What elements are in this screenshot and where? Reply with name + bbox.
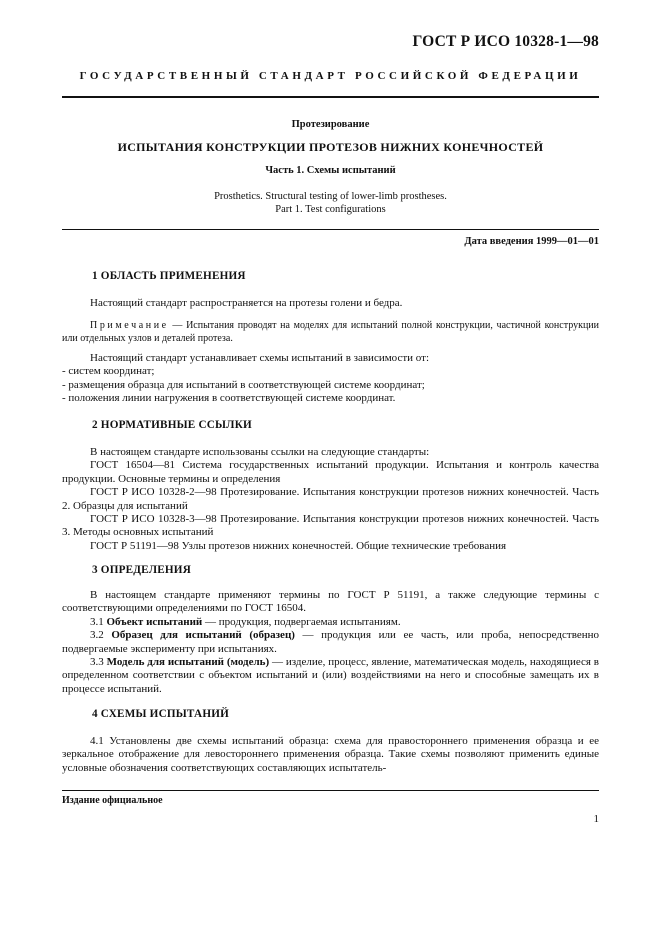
title-rule: [62, 229, 599, 230]
definition-number: 3.3: [90, 656, 107, 669]
title-english-line2: Part 1. Test configurations: [275, 204, 386, 215]
page-number: 1: [593, 813, 599, 825]
section-4-heading: 4 СХЕМЫ ИСПЫТАНИЙ: [92, 708, 230, 720]
list-item: - размещения образца для испытаний в соответствующей системе координат;: [62, 378, 425, 391]
definition-number: 3.1: [90, 615, 107, 628]
definition-text: — продукция или ее часть, или проба, непосредственно подвергаемые эксперименту при испытаниях.: [62, 629, 599, 655]
scope-paragraph-2: Настоящий стандарт устанавливает схемы испытаний в зависимости от:: [90, 352, 429, 364]
title-english-line1: Prosthetics. Structural testing of lower-limb prostheses.: [214, 191, 447, 202]
note-label: Примечание: [90, 320, 169, 331]
section-2-body: [62, 446, 599, 553]
definition-term: Модель для испытаний (модель): [106, 656, 270, 669]
definition-term: Объект испытаний: [106, 615, 203, 628]
definition-number: 3.2: [90, 629, 112, 642]
section-1-list: [62, 352, 599, 406]
official-edition-label: Издание официальное: [62, 795, 163, 806]
list-item: - систем координат;: [62, 365, 155, 378]
section-3-heading: 3 ОПРЕДЕЛЕНИЯ: [92, 564, 191, 576]
note-text: — Испытания проводят на моделях для испытаний полной конструкции, частичной конструкции или отдельных узлов и деталей протеза.: [62, 320, 599, 344]
reference-item: ГОСТ 16504—81 Система государственных испытаний продукции. Испытания и контроль качества продукции. Основные термины и определения: [62, 459, 599, 485]
list-item: - положения линии нагружения в соответствующей системе координат.: [62, 392, 396, 405]
title-part: Часть 1. Схемы испытаний: [265, 165, 396, 176]
section-1-note: [62, 320, 599, 345]
introduction-date: Дата введения 1999—01—01: [464, 236, 599, 247]
title-category: Протезирование: [291, 119, 370, 130]
references-intro: В настоящем стандарте использованы ссылки на следующие стандарты:: [90, 446, 430, 458]
definition-item: [62, 616, 599, 629]
title-english: [62, 190, 599, 216]
section-3-body: [62, 589, 599, 696]
header-rule: [62, 96, 599, 98]
scope-paragraph: Настоящий стандарт распространяется на протезы голени и бедра.: [90, 297, 403, 309]
definition-item: [62, 629, 599, 656]
test-configurations-paragraph: 4.1 Установлены две схемы испытаний образца: схема для правостороннего применения образца и ее зеркальное отображение для левостороннего применения образца. Такие схемы позволяют применить единые условные обозначения соответствующих составляющих испытатель-: [62, 735, 599, 774]
definition-text: — продукция, подвергаемая испытаниям.: [202, 615, 401, 628]
section-4-body: [62, 735, 599, 775]
reference-item: ГОСТ Р ИСО 10328-2—98 Протезирование. Испытания конструкции протезов нижних конечностей. Часть 2. Образцы для испытаний: [62, 486, 599, 512]
section-1-heading: 1 ОБЛАСТЬ ПРИМЕНЕНИЯ: [92, 270, 246, 282]
definitions-intro: В настоящем стандарте применяют термины по ГОСТ Р 51191, а также следующие термины с соответствующими определениями по ГОСТ 16504.: [62, 589, 599, 615]
footer-rule: [62, 790, 599, 791]
reference-item: ГОСТ Р 51191—98 Узлы протезов нижних конечностей. Общие технические требования: [90, 539, 507, 552]
definition-text: — изделие, процесс, явление, математическая модель, находящиеся в определенном соответствии с объектом испытаний и (или) воздействиями на него и способные замещать их в процессе испытаний.: [62, 656, 599, 695]
section-1-p1: [62, 297, 599, 310]
reference-item: ГОСТ Р ИСО 10328-3—98 Протезирование. Испытания конструкции протезов нижних конечностей. Часть 3. Методы основных испытаний: [62, 513, 599, 539]
state-standard-banner: ГОСУДАРСТВЕННЫЙ СТАНДАРТ РОССИЙСКОЙ ФЕДЕРАЦИИ: [79, 70, 582, 82]
title-main: ИСПЫТАНИЯ КОНСТРУКЦИИ ПРОТЕЗОВ НИЖНИХ КОНЕЧНОСТЕЙ: [117, 140, 544, 154]
definition-term: Образец для испытаний (образец): [111, 629, 295, 642]
standard-code: ГОСТ Р ИСО 10328-1—98: [412, 33, 599, 50]
section-2-heading: 2 НОРМАТИВНЫЕ ССЫЛКИ: [92, 419, 252, 431]
definition-item: [62, 656, 599, 696]
